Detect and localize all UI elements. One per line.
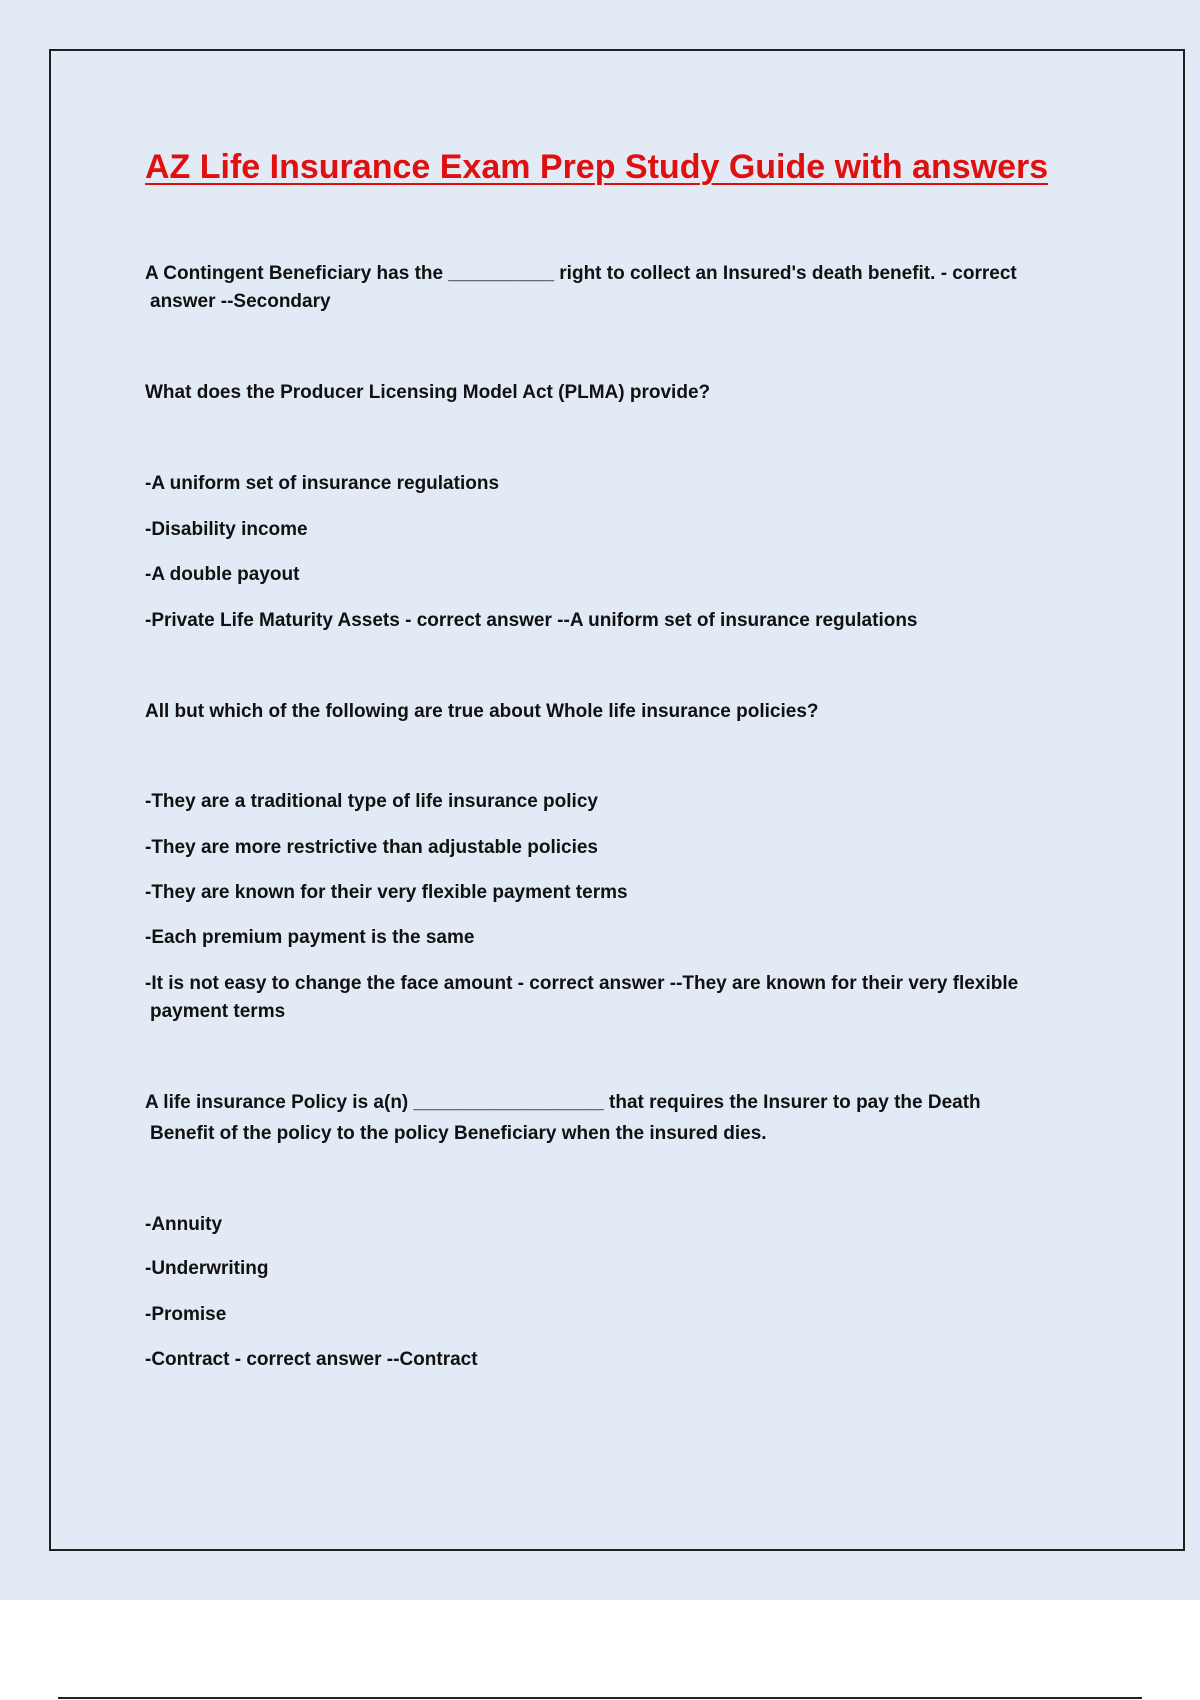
question-3-option-3: -They are known for their very flexible payment terms [145, 882, 628, 903]
question-3-option-4: -Each premium payment is the same [145, 927, 475, 948]
question-3-option-5: -It is not easy to change the face amount - correct answer --They are known for their very flexible [145, 973, 1019, 994]
question-2: What does the Producer Licensing Model Act (PLMA) provide? [145, 382, 711, 403]
question-4-line-2: Benefit of the policy to the policy Beneficiary when the insured dies. [150, 1123, 767, 1144]
footer-rule [58, 1697, 1142, 1699]
question-4-option-1: -Annuity [145, 1214, 223, 1235]
document-title: AZ Life Insurance Exam Prep Study Guide with answers [145, 148, 1049, 186]
question-3: All but which of the following are true about Whole life insurance policies? [145, 701, 819, 722]
question-1-line-1: A Contingent Beneficiary has the __________ right to collect an Insured's death benefit. - correct [145, 263, 1017, 284]
question-2-option-4: -Private Life Maturity Assets - correct answer --A uniform set of insurance regulations [145, 610, 918, 631]
question-1-line-2: answer --Secondary [150, 291, 331, 312]
question-3-answer-continued: payment terms [150, 1001, 286, 1022]
question-2-option-1: -A uniform set of insurance regulations [145, 473, 500, 494]
question-4-line-1: A life insurance Policy is a(n) __________________ that requires the Insurer to pay the Death [145, 1092, 981, 1113]
question-2-option-3: -A double payout [145, 564, 300, 585]
question-3-option-2: -They are more restrictive than adjustable policies [145, 837, 598, 858]
question-4-option-2: -Underwriting [145, 1258, 269, 1279]
question-2-option-2: -Disability income [145, 519, 308, 540]
question-3-option-1: -They are a traditional type of life insurance policy [145, 791, 598, 812]
question-4-option-3: -Promise [145, 1304, 227, 1325]
question-4-option-4: -Contract - correct answer --Contract [145, 1349, 478, 1370]
